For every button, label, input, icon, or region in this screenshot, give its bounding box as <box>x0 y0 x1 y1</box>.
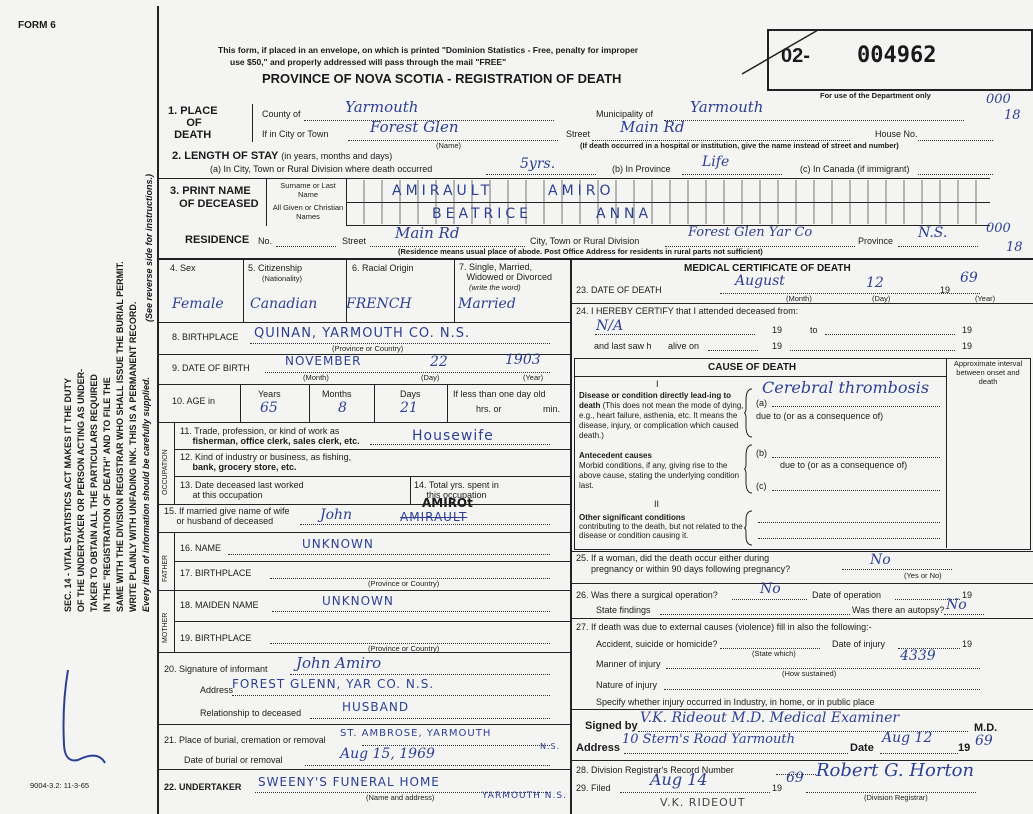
date-op-label: Date of operation <box>812 590 882 600</box>
birthplace-value: QUINAN, YARMOUTH CO. N.S. <box>254 326 471 341</box>
printed-name-stamp: V.K. RIDEOUT <box>660 796 746 809</box>
stay-label: 2. LENGTH OF STAY (in years, months and days) <box>172 150 393 162</box>
notice-line-2: use $50," and properly addressed will pass through the mail "FREE" <box>230 57 507 67</box>
less-day: If less than one day old <box>453 389 546 399</box>
burial-place: ST. AMBROSE, YARMOUTH <box>340 728 492 739</box>
yes-no-sub: (Yes or No) <box>904 571 942 580</box>
months-label: Months <box>322 389 352 399</box>
death-year-sub: (Year) <box>975 294 996 303</box>
code-4: 18 <box>1006 240 1023 255</box>
age-years: 65 <box>260 400 278 416</box>
occupation-side: OCCUPATION <box>162 449 169 495</box>
surname-alt-value: AMIRO <box>548 183 615 199</box>
bracket-a <box>744 388 754 438</box>
q26-label: 26. Was there a surgical operation? <box>576 590 718 600</box>
undertaker-label: 22. UNDERTAKER <box>164 782 242 792</box>
undertaker-value-2: YARMOUTH N.S. <box>482 791 567 801</box>
occupation-q11: 11. Trade, profession, or kind of work as fisherman, office clerk, sales clerk, etc. <box>180 426 360 446</box>
informant-sig-label: 20. Signature of informant <box>164 664 268 674</box>
q23-label: 23. DATE OF DEATH <box>576 285 662 295</box>
q27-label: 27. If death was due to external causes (violence) fill in also the following:- <box>576 622 872 632</box>
registrar-label: (Division Registrar) <box>864 793 928 802</box>
mother-side: MOTHER <box>162 612 169 643</box>
form-title: PROVINCE OF NOVA SCOTIA - REGISTRATION OF DEATH <box>262 71 622 86</box>
q24-19d: 19 <box>962 341 973 351</box>
code-2: 18 <box>1004 108 1021 123</box>
margin-signature <box>48 665 108 770</box>
house-label: House No. <box>875 129 918 139</box>
residence-no-label: No. <box>258 236 273 246</box>
hospital-note: (If death occurred in a hospital or institution, give the name instead of street and number) <box>580 141 899 150</box>
sex-value: Female <box>172 296 224 312</box>
q24-label: 24. I HEREBY CERTIFY that I attended deceased from: <box>576 306 799 316</box>
specify-label: Specify whether injury occurred in Industry, in home, or in public place <box>596 697 875 707</box>
stay-c-label: (c) In Canada (if immigrant) <box>800 164 910 174</box>
racial-label: 6. Racial Origin <box>352 263 414 273</box>
form-number: FORM 6 <box>18 20 56 31</box>
undertaker-sub: (Name and address) <box>366 793 435 802</box>
dob-day: 22 <box>430 354 448 370</box>
city-value: Forest Glen <box>370 118 459 136</box>
min-label: min. <box>543 404 561 414</box>
code-1: 000 <box>986 92 1011 107</box>
surname-label: Surname or Last Name <box>280 181 336 199</box>
cause-title: CAUSE OF DEATH <box>708 362 797 373</box>
occupation-a11: Housewife <box>412 428 494 444</box>
manner-label: Manner of injury <box>596 659 661 669</box>
informant-rel-label: Relationship to deceased <box>200 708 302 718</box>
spouse-surname-alt: AMIROt <box>422 496 473 510</box>
given2-value: ANNA <box>596 206 653 222</box>
reg-prefix: 02- <box>781 45 810 67</box>
signed-label: Signed by <box>585 720 638 732</box>
death-year: 69 <box>960 270 978 286</box>
notice-line-1: This form, if placed in an envelope, on which is printed "Dominion Statistics - Free, penalty for improper <box>218 45 639 55</box>
cause-a-label: (a) <box>756 398 767 408</box>
mother-birthplace-sub: (Province or Country) <box>368 644 440 653</box>
date-injury-19: 19 <box>962 639 973 649</box>
death-year-prefix: 19 <box>940 285 951 295</box>
bracket-b <box>744 444 754 494</box>
informant-address: FOREST GLENN, YAR CO. N.S. <box>232 677 435 691</box>
death-month: August <box>735 273 785 289</box>
informant-sig: John Amiro <box>296 654 382 672</box>
bracket-other <box>744 510 754 546</box>
name-note: (Name) <box>436 141 462 150</box>
address-value: 10 Stern's Road Yarmouth <box>622 732 795 747</box>
cause-b-label: (b) <box>756 448 767 458</box>
other-sub: contributing to the death, but not related to the disease or condition causing it. <box>579 522 743 540</box>
cause-c-label: (c) <box>756 481 767 491</box>
stay-b-value: Life <box>702 154 730 170</box>
father-side: FATHER <box>162 554 169 582</box>
stay-a-label: (a) In City, Town or Rural Division where death occurred <box>210 164 433 174</box>
death-day-sub: (Day) <box>872 294 891 303</box>
code-3: 000 <box>986 221 1011 236</box>
death-month-sub: (Month) <box>786 294 812 303</box>
stay-a-value: 5yrs. <box>520 156 556 172</box>
undertaker-value: SWEENY'S FUNERAL HOME <box>258 775 440 789</box>
manner-value: 4339 <box>900 648 936 664</box>
municipality-value: Yarmouth <box>690 98 764 116</box>
residence-street-value: Main Rd <box>395 224 460 242</box>
death-day: 12 <box>866 275 884 291</box>
filed-year: 69 <box>786 770 804 786</box>
dob-month-sub: (Month) <box>303 373 329 382</box>
father-birthplace-sub: (Province or Country) <box>368 579 440 588</box>
dob-day-sub: (Day) <box>421 373 440 382</box>
father-birthplace-label: 17. BIRTHPLACE <box>180 568 252 578</box>
age-days: 21 <box>400 400 418 416</box>
date-label: Date <box>850 742 874 754</box>
side-instruction-1: SEC. 14 - VITAL STATISTICS ACT MAKES IT THE DUTY OF THE UNDERTAKER OR PERSON ACTING AS UNDER- TAKER TO OBTAIN ALL THE PARTICULARS REQUIRED IN THE "REGISTRATION OF DEATH" AND TO FILE THE SAME WITH THE DIVISION REGISTRAR WHO SHALL ISSUE THE BURIAL PERMIT. WRITE PLAINLY WITH UNFADING INK. THIS IS A PERMANENT RECORD. Every item of information should be carefully supplied. <box>63 261 151 612</box>
part-1: I <box>656 379 659 389</box>
date-op-19: 19 <box>962 590 973 600</box>
md-label: M.D. <box>974 722 998 734</box>
date-year: 69 <box>975 733 993 749</box>
racial-value: FRENCH <box>346 296 412 312</box>
burial-place-2: N.S. <box>540 742 561 751</box>
stay-b-label: (b) In Province <box>612 164 671 174</box>
dob-year-sub: (Year) <box>523 373 544 382</box>
q24-19c: 19 <box>772 341 783 351</box>
form-code: 9004-3.2: 11-3-65 <box>30 781 90 790</box>
residence-city-label: City, Town or Rural Division <box>530 236 640 246</box>
q24-to: to <box>810 325 818 335</box>
citizenship-value: Canadian <box>250 296 318 312</box>
occupation-q14: 14. Total yrs. spent in this occupation <box>414 480 499 500</box>
autopsy-label: Was there an autopsy? <box>852 605 945 615</box>
mother-maiden: UNKNOWN <box>322 594 394 608</box>
street-label: Street <box>566 129 591 139</box>
marital-label: 7. Single, Married, Widowed or Divorced (write the word) <box>459 262 553 292</box>
marital-value: Married <box>458 296 516 312</box>
birthplace-label: 8. BIRTHPLACE <box>172 332 239 342</box>
nature-label: Nature of injury <box>596 680 658 690</box>
hrs-label: hrs. or <box>476 404 502 414</box>
q24-19b: 19 <box>962 325 973 335</box>
disease-label: Disease or condition directly lead-ing to death (This does not mean the mode of dying, e.g., heart failure, asthenia, etc. It means the disease, injury, or complication which caused death.) <box>579 391 744 440</box>
given-label: All Given or Christian Names <box>272 203 344 221</box>
dept-use: For use of the Department only <box>820 91 931 100</box>
q25-value: No <box>870 552 891 568</box>
approx-interval: Approximate interval between onset and death <box>953 359 1023 386</box>
autopsy-value: No <box>946 597 967 613</box>
q29-label: 29. Filed <box>576 783 611 793</box>
date-value: Aug 12 <box>882 730 933 746</box>
residence-note: (Residence means usual place of abode. Post Office Address for residents in rural parts not sufficient) <box>398 247 763 256</box>
dob-year: 1903 <box>505 352 541 368</box>
dob-month: NOVEMBER <box>285 354 362 368</box>
antecedent-label: Antecedent causes <box>579 451 652 460</box>
father-name: UNKNOWN <box>302 537 374 551</box>
due-to-b: due to (or as a consequence of) <box>780 460 908 470</box>
occupation-q13: 13. Date deceased last worked at this occupation <box>180 480 304 500</box>
citizenship-label: 5. Citizenship (Nationality) <box>248 263 303 283</box>
informant-rel: HUSBAND <box>342 700 410 714</box>
check-mark <box>740 28 820 78</box>
dob-label: 9. DATE OF BIRTH <box>172 363 250 373</box>
accident-label: Accident, suicide or homicide? <box>596 639 718 649</box>
city-label: If in City or Town <box>262 129 329 139</box>
age-months: 8 <box>338 400 347 416</box>
sex-label: 4. Sex <box>170 263 196 273</box>
signed-value: V.K. Rideout M.D. Medical Examiner <box>640 710 900 726</box>
residence-province-value: N.S. <box>918 225 948 241</box>
q28-label: 28. Division Registrar's Record Number <box>576 765 734 775</box>
county-label: County of <box>262 109 301 119</box>
years-label: Years <box>258 389 281 399</box>
address-label: Address <box>576 742 621 754</box>
street-value: Main Rd <box>620 118 685 136</box>
q24-19a: 19 <box>772 325 783 335</box>
burial-date: Aug 15, 1969 <box>340 746 435 762</box>
spouse-label: 15. If married give name of wife or husband of deceased <box>164 506 290 526</box>
burial-place-label: 21. Place of burial, cremation or removal <box>164 735 326 745</box>
given1-value: BEATRICE <box>432 206 532 222</box>
state-which: (State which) <box>752 649 796 658</box>
age-label: 10. AGE in <box>172 396 216 406</box>
registrar-signature: Robert G. Horton <box>816 760 975 781</box>
residence-label: RESIDENCE <box>185 234 250 246</box>
burial-date-label: Date of burial or removal <box>184 755 283 765</box>
state-findings-label: State findings <box>596 605 651 615</box>
other-label: Other significant conditions <box>579 513 686 522</box>
part-2: II <box>654 499 660 509</box>
surname-value: AMIRAULT <box>392 183 494 199</box>
date-injury-label: Date of injury <box>832 639 886 649</box>
occupation-q12: 12. Kind of industry or business, as fishing, bank, grocery store, etc. <box>180 452 352 472</box>
how-sustained: (How sustained) <box>782 669 837 678</box>
reg-number: 004962 <box>857 43 937 68</box>
residence-province-label: Province <box>858 236 894 246</box>
municipality-label: Municipality of <box>596 109 654 119</box>
residence-city-value: Forest Glen Yar Co <box>688 225 813 240</box>
q26-value: No <box>760 581 781 597</box>
name-section-label: 3. PRINT NAME OF DECEASED <box>170 185 259 210</box>
mother-maiden-label: 18. MAIDEN NAME <box>180 600 259 610</box>
mother-birthplace-label: 19. BIRTHPLACE <box>180 633 252 643</box>
due-to-a: due to (or as a consequence of) <box>756 411 884 421</box>
alive-on: alive on <box>668 341 700 351</box>
filed-value: Aug 14 <box>650 770 708 789</box>
filed-year-prefix: 19 <box>772 783 783 793</box>
side-instruction-2: (See reverse side for instructions.) <box>144 173 154 322</box>
medical-title: MEDICAL CERTIFICATE OF DEATH <box>684 263 851 274</box>
spouse-surname: AMIRAULT <box>400 510 468 524</box>
residence-street-label: Street <box>342 236 367 246</box>
cause-a-value: Cerebral thrombosis <box>762 378 930 397</box>
place-label: 1. PLACE OF DEATH <box>168 105 218 141</box>
last-saw: and last saw h <box>594 341 652 351</box>
q25-label: 25. If a woman, did the death occur either during pregnancy or within 90 days following pregnancy? <box>576 553 791 574</box>
date-year-prefix: 19 <box>958 742 971 754</box>
informant-address-label: Address <box>200 685 234 695</box>
antecedent-sub: Morbid conditions, if any, giving rise to the above cause, stating the underlying condition last. <box>579 461 740 490</box>
father-name-label: 16. NAME <box>180 543 222 553</box>
county-value: Yarmouth <box>345 98 419 116</box>
spouse-value: John <box>320 507 353 523</box>
days-label: Days <box>400 389 421 399</box>
birthplace-sub: (Province or Country) <box>332 344 404 353</box>
q24-value: N/A <box>596 318 624 334</box>
